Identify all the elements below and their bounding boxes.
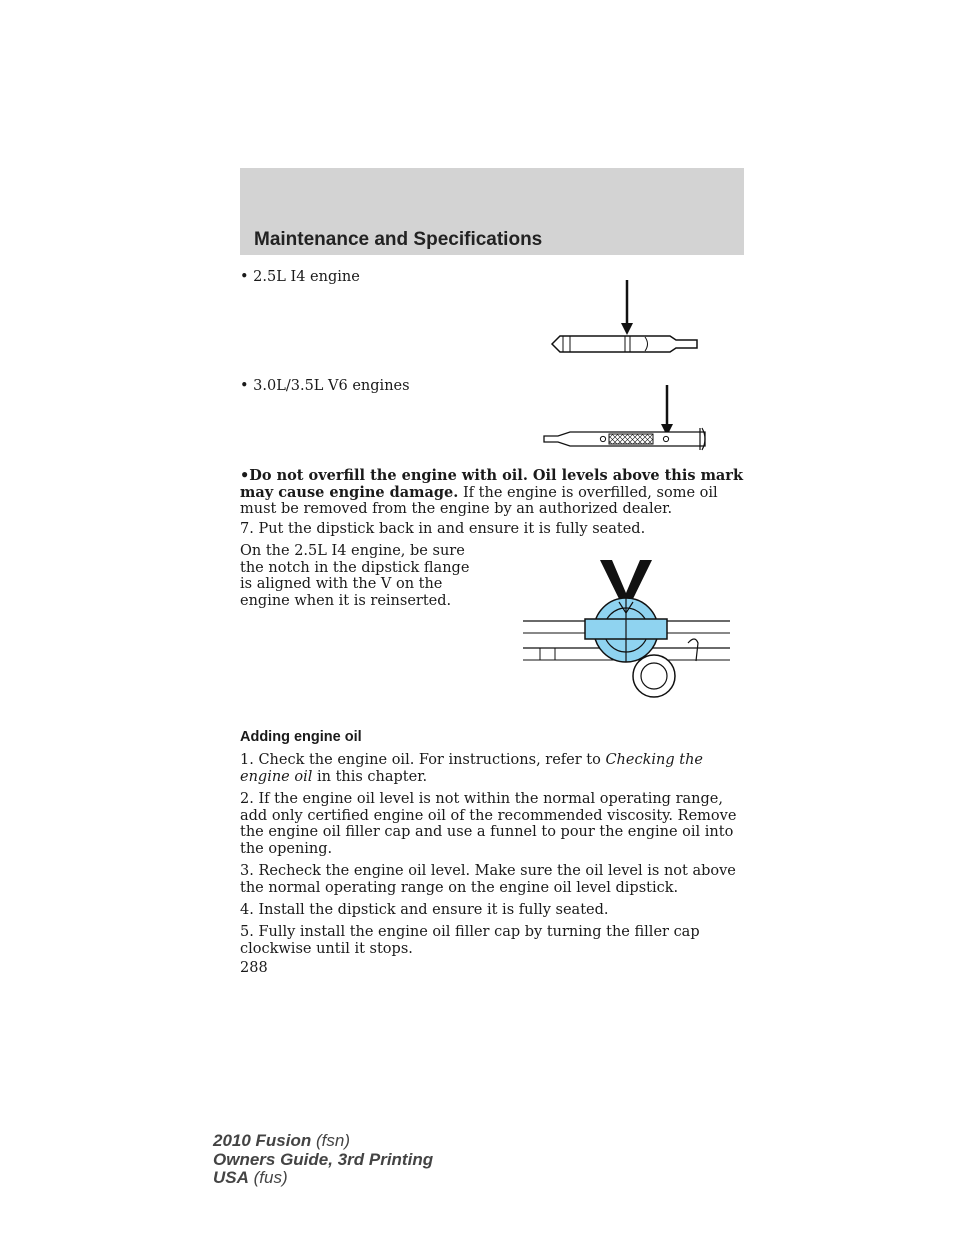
adding-engine-oil-heading: Adding engine oil: [240, 729, 362, 745]
page-number: 288: [240, 960, 268, 976]
warning-normal-text: If the engine is overfilled, some oil must be removed from the engine by an authorized dealer.: [240, 484, 718, 517]
dipstick-v6-illustration: [540, 382, 715, 452]
footer-guide: Owners Guide, 3rd Printing: [213, 1149, 434, 1169]
overfill-warning: [240, 468, 745, 518]
footer-model-code: (fsn): [316, 1131, 350, 1150]
footer-market-code: (fus): [253, 1168, 288, 1187]
checking-engine-oil-reference: Checking the engine oil: [240, 752, 703, 785]
footer: [213, 1132, 433, 1188]
section-title: Maintenance and Specifications: [254, 229, 543, 250]
footer-market: USA: [213, 1168, 249, 1187]
warning-bold-text: Do not overfill the engine with oil. Oil levels above this mark may cause engine damage.: [240, 467, 743, 501]
step-7: 7. Put the dipstick back in and ensure it is fully seated.: [240, 521, 646, 537]
adding-step-4: 4. Install the dipstick and ensure it is fully seated.: [240, 902, 609, 918]
step1-text-end: in this chapter.: [316, 768, 428, 785]
adding-step-3: 3. Recheck the engine oil level. Make sure the oil level is not above the normal operating range on the engine oil level dipstick.: [240, 863, 736, 896]
bullet-label: 2.5L I4 engine: [253, 269, 360, 285]
bullet-symbol: •: [240, 269, 249, 285]
dipstick-2-5l-illustration: [540, 275, 710, 360]
dipstick-flange-illustration: [520, 555, 735, 703]
step1-text: 1. Check the engine oil. For instructions, refer to: [240, 752, 601, 768]
bullet-2-5l: [240, 269, 360, 285]
adding-step-5: 5. Fully install the engine oil filler cap by turning the filler cap clockwise until it stops.: [240, 924, 700, 957]
warning-symbol: •: [240, 467, 250, 484]
footer-model: 2010 Fusion: [213, 1131, 312, 1150]
adding-step-1: [240, 752, 745, 785]
bullet-label: 3.0L/3.5L V6 engines: [253, 378, 410, 394]
footer-line-3: [213, 1169, 433, 1188]
footer-line-1: [213, 1132, 433, 1151]
bullet-3-0l-3-5l: [240, 378, 410, 394]
adding-step-2: 2. If the engine oil level is not within the normal operating range, add only certified engine oil of the recommended viscosity. Remove the engine oil filler cap and use a funnel to pour the engine oil into the opening.: [240, 791, 737, 857]
bullet-symbol: •: [240, 378, 249, 394]
notch-note: On the 2.5L I4 engine, be sure the notch in the dipstick flange is aligned with the V on the engine when it is reinserted.: [240, 543, 470, 609]
footer-line-2: [213, 1151, 433, 1170]
